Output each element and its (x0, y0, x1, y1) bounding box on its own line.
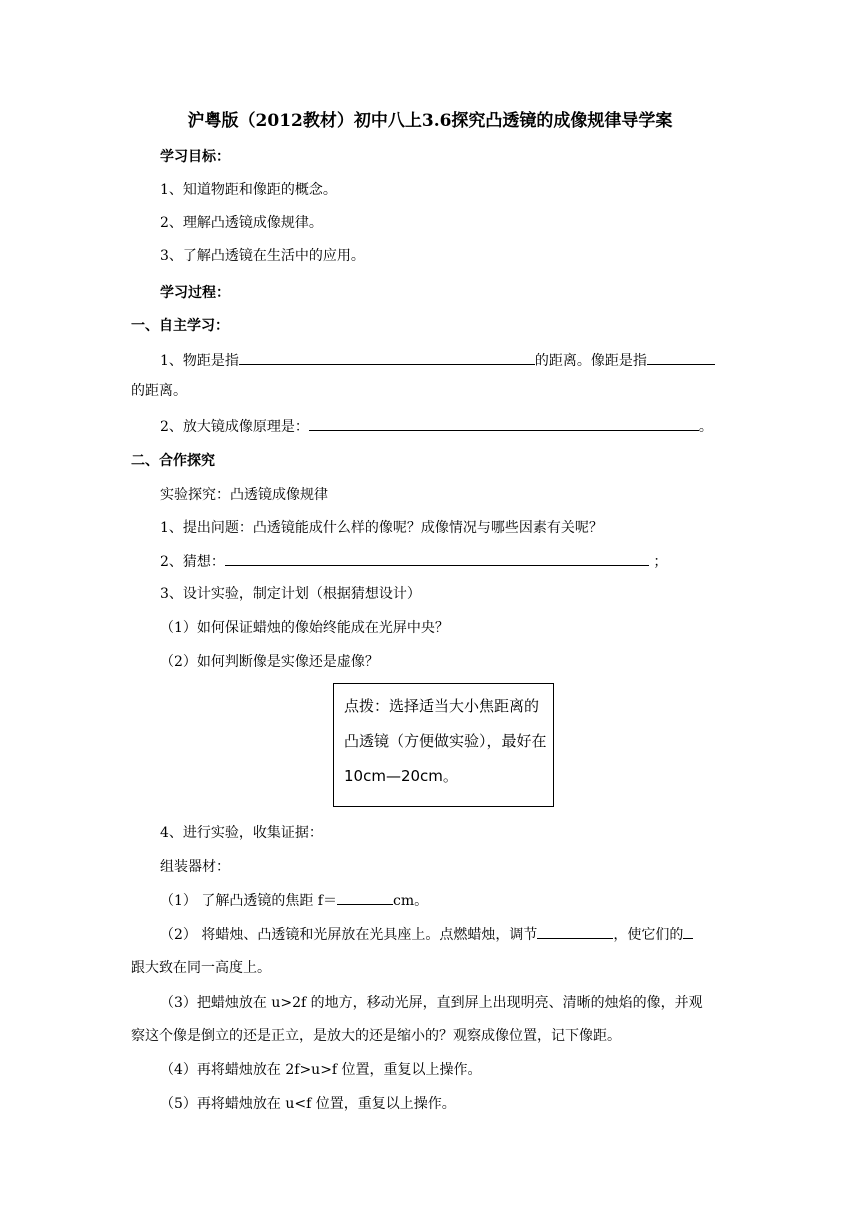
question-object-distance (160, 350, 715, 371)
goal-item: 3、了解凸透镜在生活中的应用。 (160, 248, 365, 264)
substep-u-gt-2f: （3）把蜡烛放在 u>2f 的地方，移动光屏，直到屏上出现明亮、清晰的烛焰的像，并观 (160, 995, 703, 1011)
substep-text: ，使它们的 (613, 927, 684, 943)
question-continuation: 的距离。 (131, 383, 187, 399)
step-design: 3、设计实验，制定计划（根据猜想设计） (160, 586, 421, 602)
step-question: 1、提出问题：凸透镜能成什么样的像呢？成像情况与哪些因素有关呢？ (160, 520, 603, 536)
substep-continuation: 跟大致在同一高度上。 (131, 960, 271, 976)
goal-item: 2、理解凸透镜成像规律。 (160, 215, 323, 231)
step-experiment: 4、进行实验，收集证据： (160, 825, 323, 841)
substep-continuation: 察这个像是倒立的还是正立，是放大的还是缩小的？观察成像位置，记下像距。 (131, 1028, 621, 1044)
assemble-label: 组装器材： (160, 859, 230, 875)
answer-blank[interactable] (683, 924, 693, 939)
substep-focal-length (160, 890, 428, 911)
document-title: 沪粤版（2012教材）初中八上3.6探究凸透镜的成像规律导学案 (187, 111, 673, 131)
answer-blank[interactable] (239, 350, 535, 365)
question-text: 2、放大镜成像原理是： (160, 419, 309, 435)
hint-line: 点拨：选择适当大小焦距离的 (344, 697, 540, 715)
answer-blank[interactable] (309, 416, 699, 431)
substep-u-lt-f: （5）再将蜡烛放在 u<f 位置，重复以上操作。 (160, 1096, 456, 1112)
goal-item: 1、知道物距和像距的概念。 (160, 182, 337, 198)
question-magnifier (160, 416, 713, 437)
experiment-title: 实验探究：凸透镜成像规律 (160, 487, 328, 503)
question-text: 1、物距是指 (160, 353, 239, 369)
answer-blank[interactable] (337, 890, 393, 905)
step-text: ； (653, 554, 668, 570)
substep-setup (160, 924, 693, 945)
hint-box (333, 683, 554, 807)
question-text: 。 (698, 419, 713, 435)
substep-2f-gt-u-gt-f: （4）再将蜡烛放在 2f>u>f 位置，重复以上操作。 (160, 1062, 482, 1078)
process-heading: 学习过程： (160, 285, 230, 301)
answer-blank[interactable] (647, 350, 715, 365)
substep-text: （2） 将蜡烛、凸透镜和光屏放在光具座上。点燃蜡烛，调节 (160, 927, 538, 943)
question-text: 的距离。像距是指 (534, 353, 647, 369)
hint-line: 10cm—20cm。 (344, 767, 458, 785)
section-heading-self-study: 一、自主学习： (131, 318, 229, 334)
step-text: 2、猜想： (160, 554, 225, 570)
substep-text: cm。 (393, 893, 429, 909)
step-hypothesis (160, 551, 667, 572)
section-heading-cooperative: 二、合作探究 (131, 453, 215, 469)
substep-text: （1） 了解凸透镜的焦距 f＝ (160, 893, 337, 909)
design-question: （1）如何保证蜡烛的像始终能成在光屏中央？ (160, 620, 449, 636)
goals-heading: 学习目标： (160, 149, 230, 165)
hint-line: 凸透镜（方便做实验），最好在 (344, 732, 547, 750)
answer-blank[interactable] (225, 551, 649, 566)
design-question: （2）如何判断像是实像还是虚像？ (160, 654, 379, 670)
answer-blank[interactable] (537, 924, 613, 939)
